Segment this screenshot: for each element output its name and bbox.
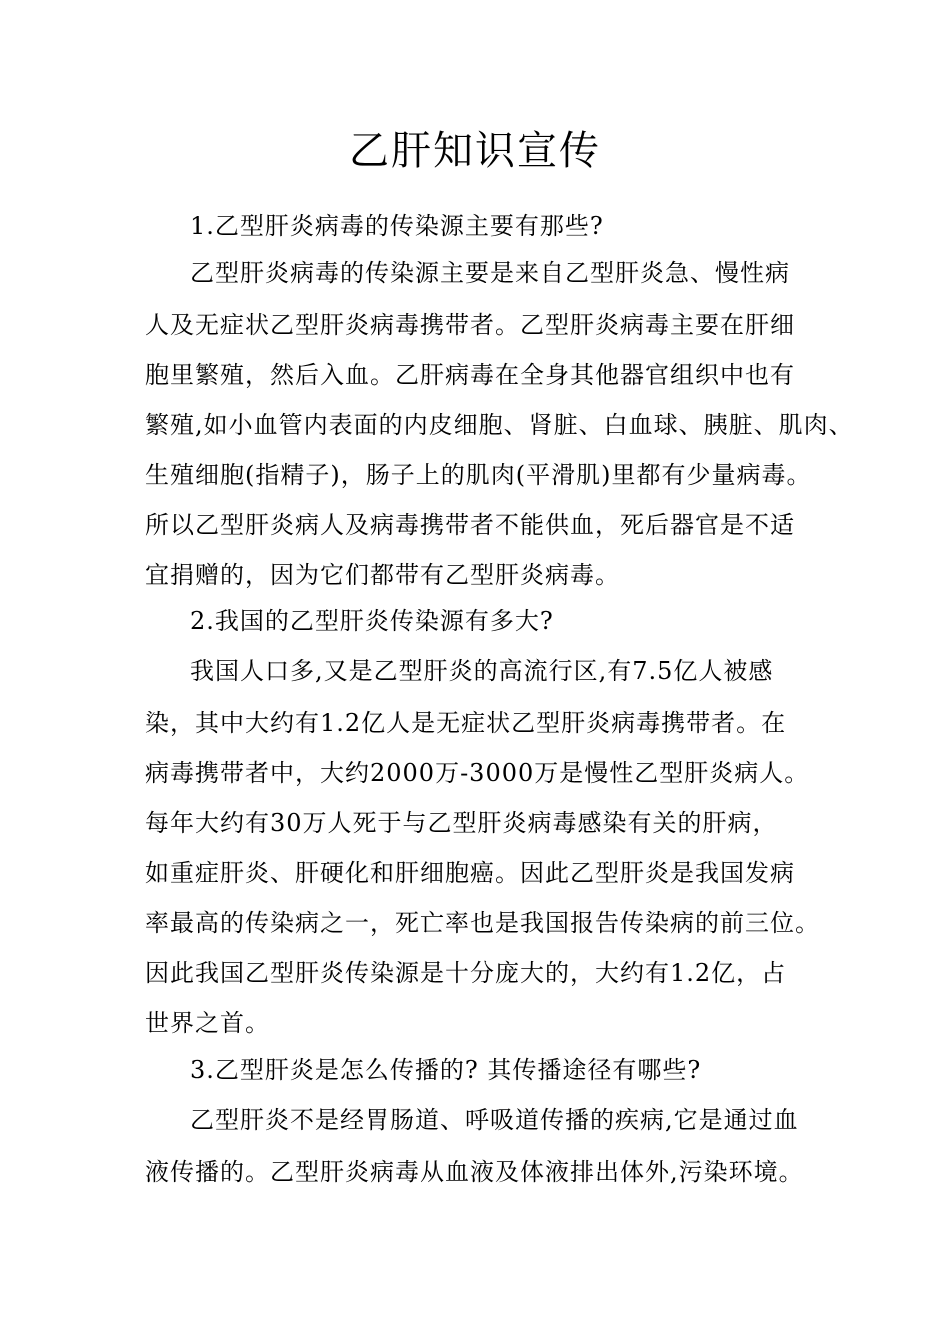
- paragraph-line: 染，其中大约有1.2亿人是无症状乙型肝炎病毒携带者。在: [145, 709, 787, 737]
- question-3-heading: 3.乙型肝炎是怎么传播的? 其传播途径有哪些?: [190, 1056, 702, 1084]
- paragraph-line: 胞里繁殖，然后入血。乙肝病毒在全身其他器官组织中也有: [145, 361, 795, 389]
- paragraph-line: 我国人口多,又是乙型肝炎的高流行区,有7.5亿人被感: [190, 657, 774, 685]
- paragraph-line: 乙型肝炎不是经胃肠道、呼吸道传播的疾病,它是通过血: [190, 1106, 799, 1134]
- paragraph-line: 世界之首。: [145, 1009, 270, 1037]
- question-2-heading: 2.我国的乙型肝炎传染源有多大?: [190, 607, 554, 635]
- paragraph-line: 生殖细胞(指精子)，肠子上的肌肉(平滑肌)里都有少量病毒。: [145, 461, 812, 489]
- question-1-heading: 1.乙型肝炎病毒的传染源主要有那些?: [190, 212, 604, 240]
- paragraph-line: 所以乙型肝炎病人及病毒携带者不能供血，死后器官是不适: [145, 511, 795, 539]
- paragraph-line: 液传播的。乙型肝炎病毒从血液及体液排出体外,污染环境。: [145, 1158, 804, 1186]
- paragraph-line: 病毒携带者中，大约2000万-3000万是慢性乙型肝炎病人。: [145, 759, 810, 787]
- paragraph-line: 人及无症状乙型肝炎病毒携带者。乙型肝炎病毒主要在肝细: [145, 311, 795, 339]
- paragraph-line: 每年大约有30万人死于与乙型肝炎病毒感染有关的肝病，: [145, 809, 778, 837]
- paragraph-line: 率最高的传染病之一，死亡率也是我国报告传染病的前三位。: [145, 909, 820, 937]
- paragraph-line: 乙型肝炎病毒的传染源主要是来自乙型肝炎急、慢性病: [190, 259, 790, 287]
- paragraph-line: 繁殖,如小血管内表面的内皮细胞、肾脏、白血球、胰脏、肌肉、: [145, 411, 854, 439]
- paragraph-line: 因此我国乙型肝炎传染源是十分庞大的，大约有1.2亿，占: [145, 959, 787, 987]
- paragraph-line: 如重症肝炎、肝硬化和肝细胞癌。因此乙型肝炎是我国发病: [145, 859, 795, 887]
- document-title: 乙肝知识宣传: [349, 128, 601, 174]
- paragraph-line: 宜捐赠的，因为它们都带有乙型肝炎病毒。: [145, 561, 620, 589]
